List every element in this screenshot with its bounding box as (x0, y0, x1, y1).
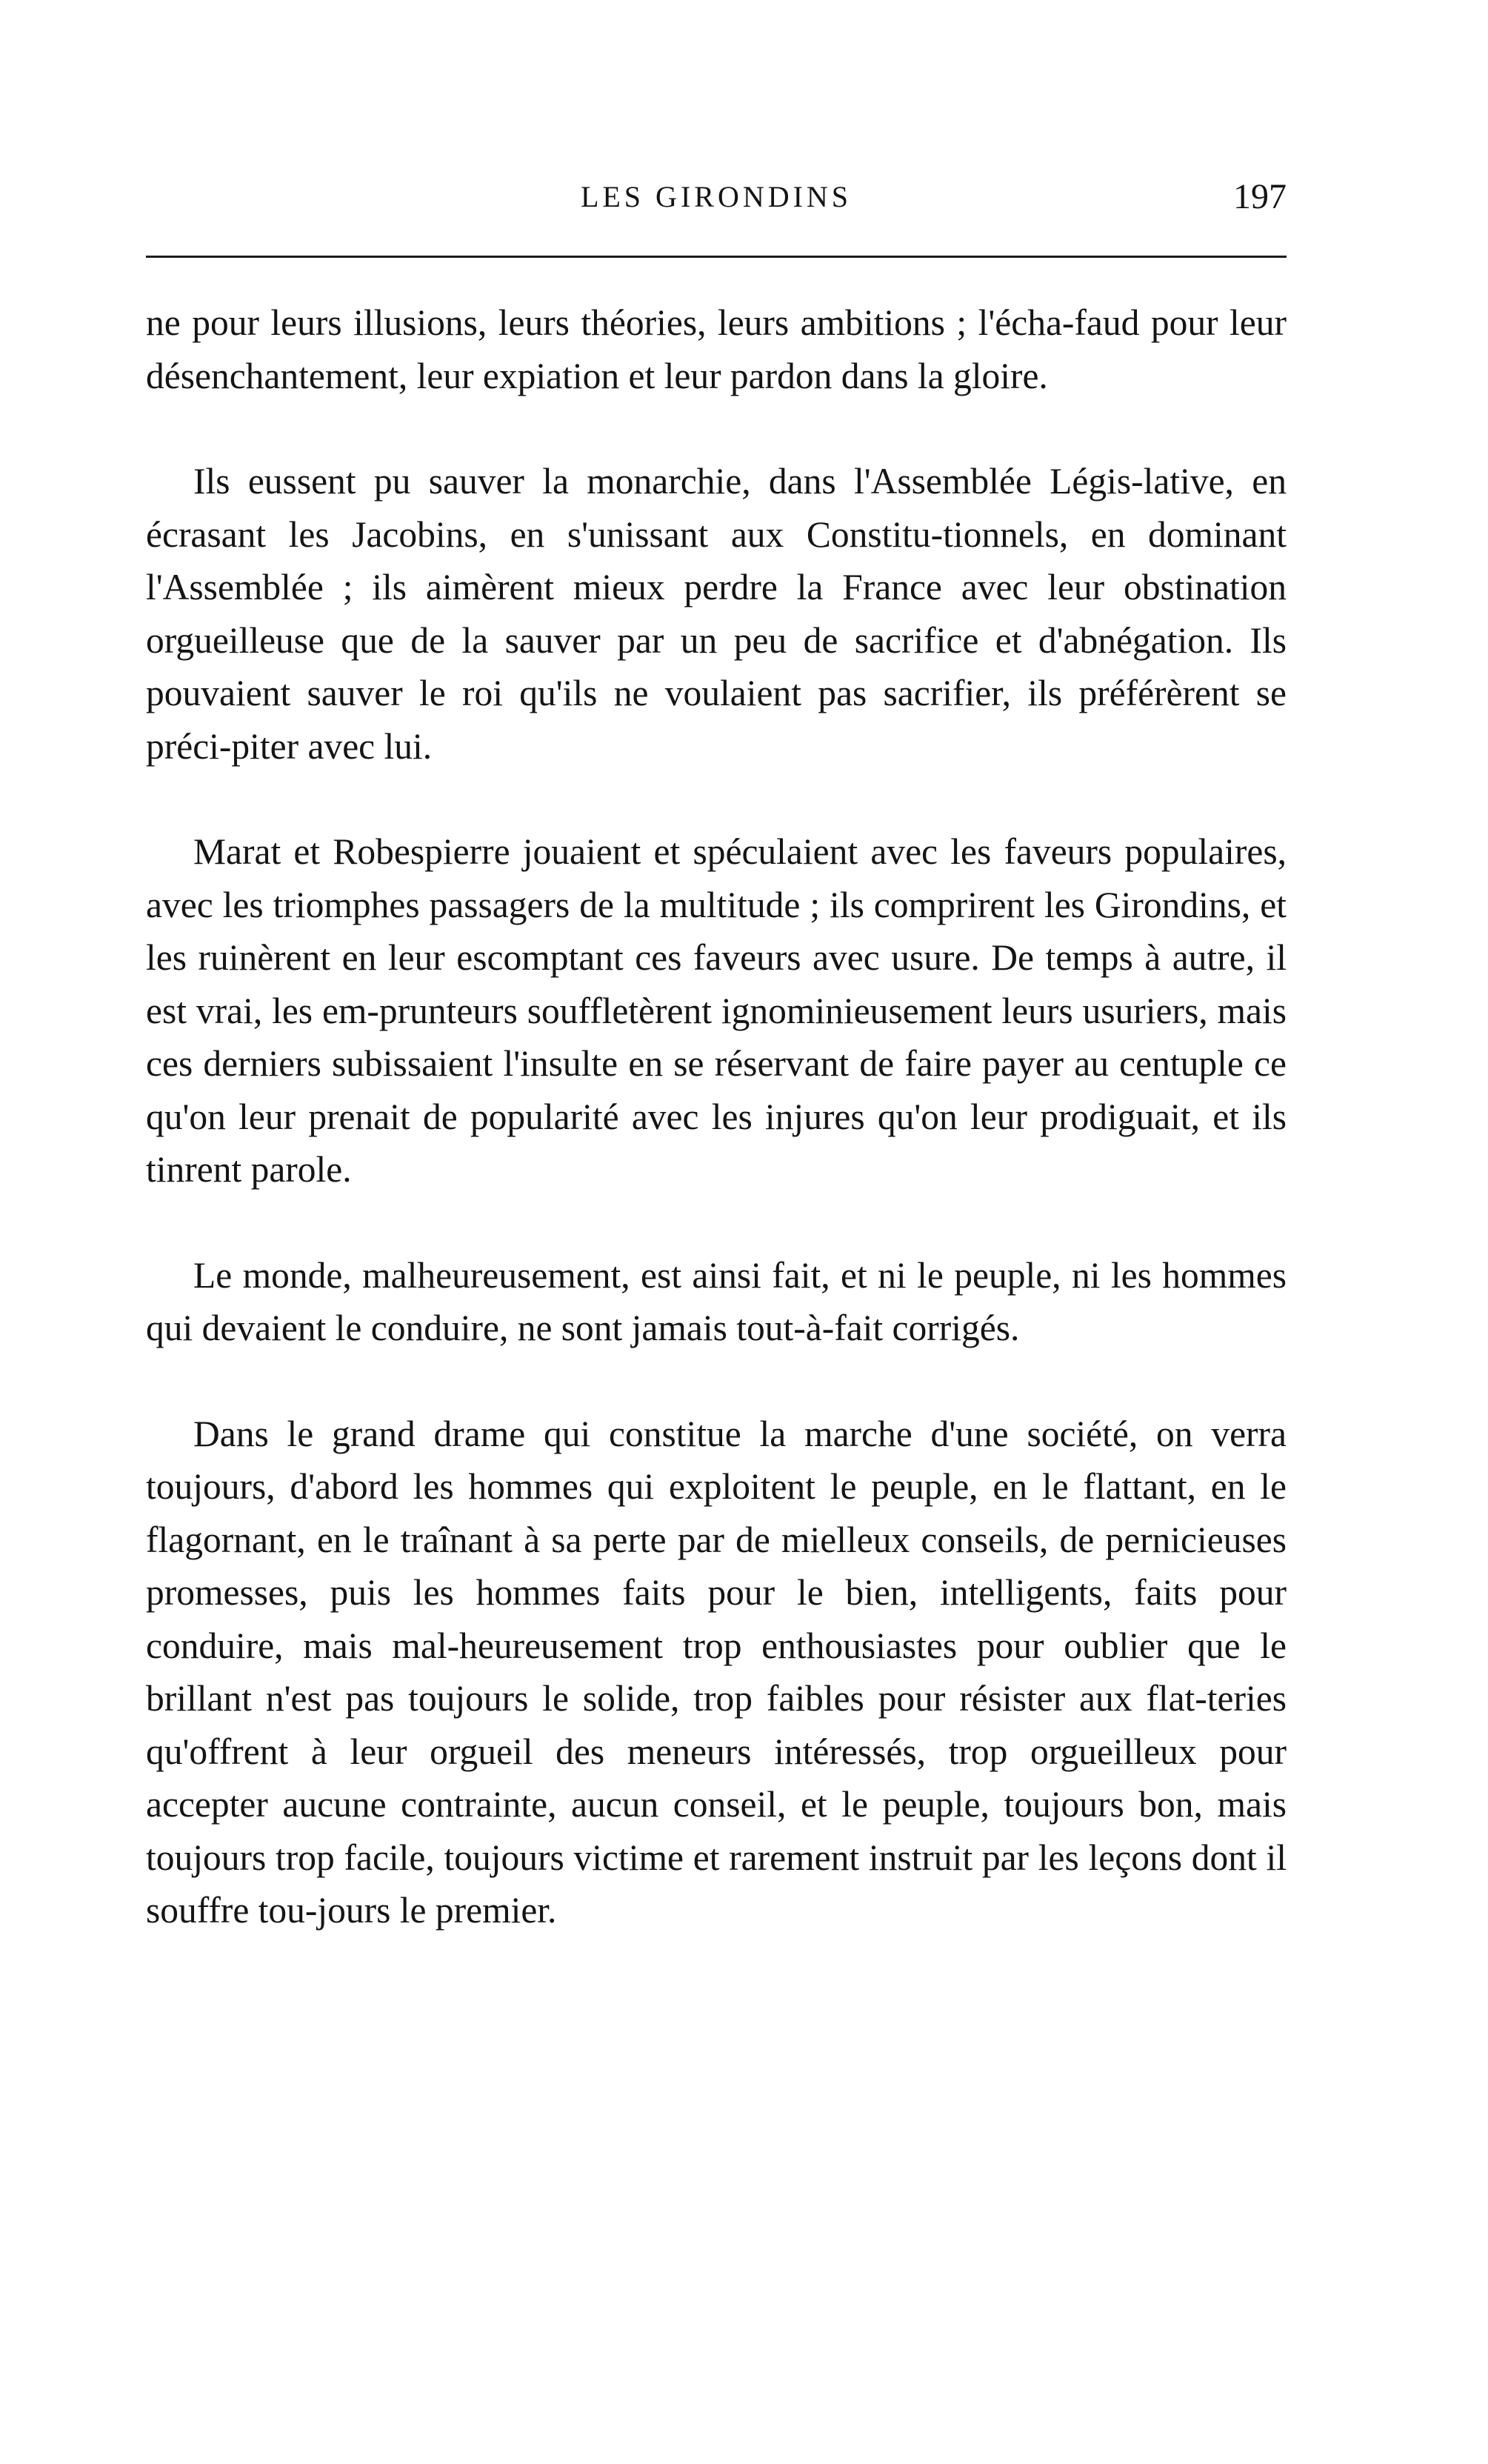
header-rule (146, 256, 1287, 258)
body-text (146, 296, 1287, 1990)
page-number: 197 (1233, 177, 1287, 216)
paragraph-grand-drame: Dans le grand drame qui constitue la marche d'une société, on verra toujours, d'abord les hommes qui exploitent le peuple, en le flattant, en le flagornant, en le traînant à sa perte par de mielleux conseils, de pernicieuses promesses, puis les hommes faits pour le bien, intelligents, faits pour conduire, mais mal-heureusement trop enthousiastes pour oublier que le brillant n'est pas toujours le solide, trop faibles pour résister aux flat-teries qu'offrent à leur orgueil des meneurs intéressés, trop orgueilleux pour accepter aucune contrainte, aucun conseil, et le peuple, toujours bon, mais toujours trop facile, toujours victime et rarement instruit par les leçons dont il souffre tou-jours le premier. (146, 1413, 1287, 1931)
running-title: LES GIRONDINS (580, 180, 853, 213)
paragraph-marat-robespierre: Marat et Robespierre jouaient et spéculaient avec les faveurs populaires, avec les triomphes passagers de la multitude ; ils comprirent les Girondins, et les ruinèrent en leur escomptant ces faveurs avec usure. De temps à autre, il est vrai, les em-prunteurs souffletèrent ignominieusement leurs usuriers, mais ces derniers subissaient l'insulte en se réservant de faire payer au centuple ce qu'on leur prenait de popularité avec les injures qu'on leur prodiguait, et ils tinrent parole. (146, 831, 1287, 1190)
paragraph-continued: ne pour leurs illusions, leurs théories, leurs ambitions ; l'écha-faud pour leur désenchantement, leur expiation et leur pardon dans la gloire. (146, 302, 1287, 396)
running-header (146, 175, 1287, 227)
paragraph-monarchie: Ils eussent pu sauver la monarchie, dans l'Assemblée Légis-lative, en écrasant les Jacobins, en s'unissant aux Constitu-tionnels, en dominant l'Assemblée ; ils aimèrent mieux perdre la France avec leur obstination orgueilleuse que de la sauver par un peu de sacrifice et d'abnégation. Ils pouvaient sauver le roi qu'ils ne voulaient pas sacrifier, ils préférèrent se préci-piter avec lui. (146, 461, 1287, 767)
paragraph-le-monde: Le monde, malheureusement, est ainsi fait, et ni le peuple, ni les hommes qui devaient le conduire, ne sont jamais tout-à-fait corrigés. (146, 1254, 1287, 1348)
